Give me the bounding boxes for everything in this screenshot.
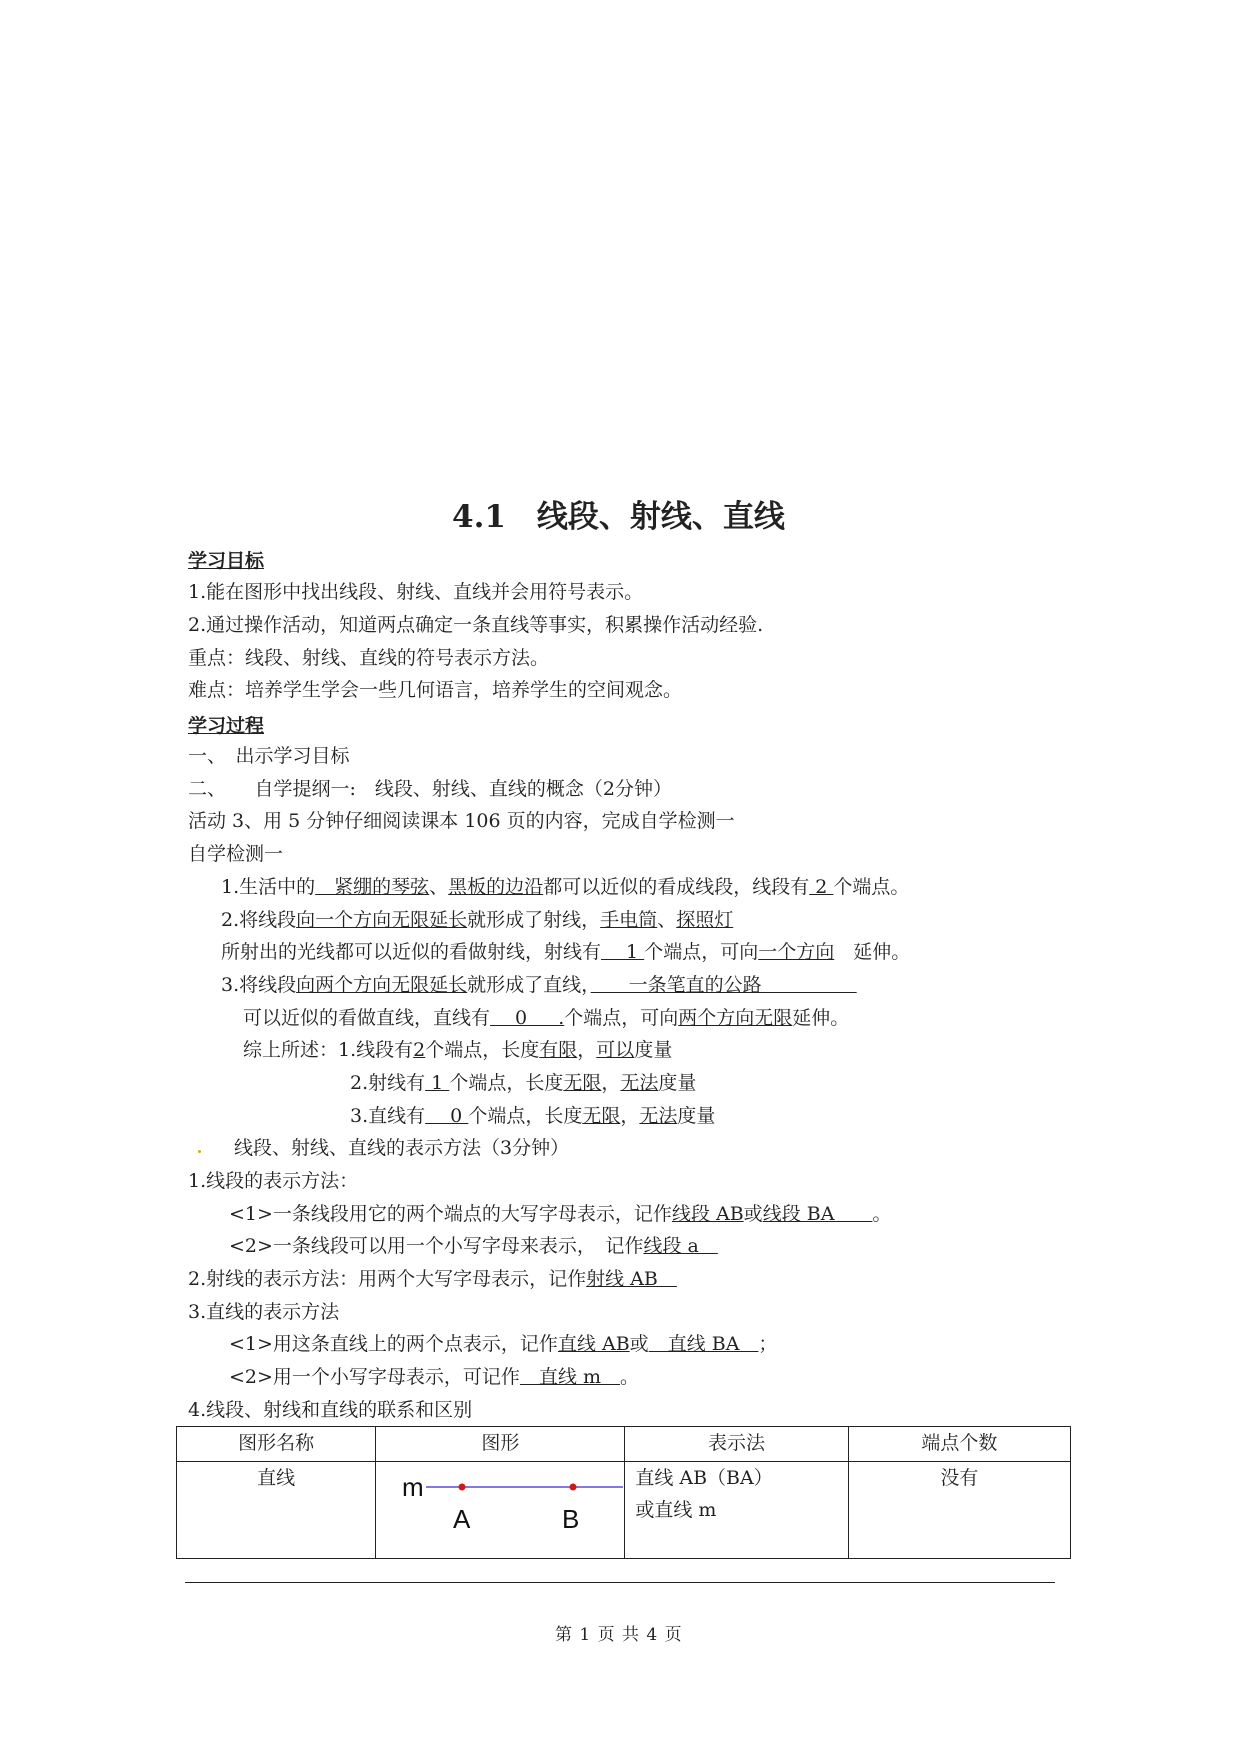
- seg-1-answer-1: 线段 AB: [671, 1203, 744, 1225]
- label-b: B: [562, 1504, 580, 1534]
- table-header-row: [177, 1427, 1071, 1462]
- q2-l2-text-a: 所射出的光线都可以近似的看做射线，射线有: [221, 941, 602, 963]
- line-notation-1: [229, 1332, 777, 1356]
- process-step-1: 一、 出示学习目标: [188, 745, 350, 767]
- comparison-table: [176, 1426, 1071, 1559]
- q3-l2-text-c: 个端点，可向: [564, 1007, 679, 1029]
- page-title: 4.1 线段、射线、直线: [452, 499, 785, 535]
- q1-text-a: 1.生活中的: [221, 876, 316, 898]
- q2-l2-answer-1: 1: [601, 941, 645, 963]
- q3-text-a: 3.将线段: [221, 974, 297, 996]
- point-b: [570, 1484, 577, 1491]
- summary-1-c: ，: [577, 1039, 597, 1061]
- q2-text-c: 就形成了射线，: [467, 909, 601, 931]
- process-heading: 学习过程: [188, 715, 265, 737]
- summary-3-length: 无限: [582, 1105, 621, 1127]
- q2-text-d: 、: [657, 909, 677, 931]
- seg-1-answer-2: 线段 BA: [762, 1203, 873, 1225]
- question-3: [221, 973, 857, 997]
- row-shape-name: 直线: [177, 1462, 376, 1559]
- summary-1-d: 度量: [634, 1039, 673, 1061]
- seg-1-text-a: <1>一条线段用它的两个端点的大写字母表示，记作: [229, 1203, 672, 1225]
- q3-answer-2: 一条笔直的公路: [590, 974, 857, 996]
- question-3-line-2: [243, 1006, 849, 1030]
- relation-heading: 4.线段、射线和直线的联系和区别: [188, 1399, 473, 1421]
- q2-l2-text-e: 延伸。: [834, 941, 911, 963]
- line-1-text-c: 或: [629, 1333, 649, 1355]
- segment-notation-2: [229, 1234, 718, 1258]
- summary-2-a: 2.射线有: [350, 1072, 426, 1094]
- summary-2-length: 无限: [563, 1072, 602, 1094]
- summary-3-a: 3.直线有: [350, 1105, 426, 1127]
- difficult-point: 难点：培养学生学会一些几何语言，培养学生的空间观念。: [188, 679, 683, 701]
- row-endpoint-count: 没有: [848, 1462, 1070, 1559]
- question-2-line-2: [221, 940, 910, 964]
- q2-answer-2: 手电筒: [600, 909, 658, 931]
- q3-l2-answer-2: 两个方向无限: [678, 1007, 793, 1029]
- summary-lead: 综上所述：: [243, 1039, 339, 1061]
- seg-1-text-c: 或: [743, 1203, 763, 1225]
- notation-line-1: 直线 AB（BA）: [635, 1467, 773, 1489]
- line-1-text-e: ；: [758, 1333, 778, 1355]
- summary-row-3: [350, 1104, 715, 1128]
- summary-row-2: [350, 1071, 696, 1095]
- summary-3-d: 度量: [677, 1105, 716, 1127]
- line-2-answer: 直线 m: [519, 1366, 620, 1388]
- q3-l2-text-a: 可以近似的看做直线，直线有: [243, 1007, 491, 1029]
- summary-3-measure: 无法: [639, 1105, 678, 1127]
- segment-notation-title: 1.线段的表示方法：: [188, 1170, 359, 1192]
- q2-l2-answer-2: 一个方向: [758, 941, 835, 963]
- seg-2-text-a: <2>一条线段可以用一个小写字母来表示， 记作: [229, 1235, 644, 1257]
- q2-text-a: 2.将线段: [221, 909, 297, 931]
- question-1: [221, 875, 909, 899]
- summary-2-c: ，: [601, 1072, 621, 1094]
- summary-2-d: 度量: [658, 1072, 697, 1094]
- summary-3-count: 0: [425, 1105, 469, 1127]
- question-2: [221, 908, 733, 932]
- q1-answer-1: 紧绷的琴弦: [315, 876, 430, 898]
- line-2-text-c: 。: [620, 1366, 640, 1388]
- line-notation-title: 3.直线的表示方法: [188, 1301, 340, 1323]
- label-m: m: [402, 1472, 424, 1502]
- q1-answer-3: 2: [809, 876, 834, 898]
- objectives-heading: 学习目标: [188, 550, 265, 572]
- row-notation: [625, 1462, 848, 1559]
- q3-text-c: 就形成了直线，: [467, 974, 591, 996]
- line-2-text-a: <2>用一个小写字母表示，可记作: [229, 1366, 520, 1388]
- q3-answer-1: 向两个方向无限延长: [296, 974, 468, 996]
- page-number: 第 1 页 共 4 页: [555, 1625, 683, 1645]
- q3-l2-text-e: 延伸。: [792, 1007, 850, 1029]
- segment-notation-1: [229, 1202, 891, 1226]
- objective-2: 2.通过操作活动，知道两点确定一条直线等事实，积累操作活动经验.: [188, 614, 764, 636]
- summary-3-b: 个端点，长度: [468, 1105, 583, 1127]
- section-3-heading: 线段、射线、直线的表示方法（3分钟）: [234, 1137, 570, 1159]
- header-figure: 图形: [376, 1427, 625, 1462]
- header-shape-name: 图形名称: [177, 1427, 376, 1462]
- line-figure: [376, 1462, 624, 1554]
- seg-2-answer: 线段 a: [643, 1235, 718, 1257]
- header-endpoint-count: 端点个数: [848, 1427, 1070, 1462]
- summary-1-measure: 可以: [596, 1039, 635, 1061]
- notation-line-2: 或直线 m: [635, 1499, 717, 1521]
- line-1-text-a: <1>用这条直线上的两个点表示，记作: [229, 1333, 558, 1355]
- line-1-answer-2: 直线 BA: [648, 1333, 759, 1355]
- q1-text-e: 个端点。: [833, 876, 910, 898]
- line-1-answer-1: 直线 AB: [557, 1333, 630, 1355]
- point-a: [459, 1484, 466, 1491]
- summary-1-b: 个端点，长度: [425, 1039, 540, 1061]
- q3-l2-answer-1: 0 .: [490, 1007, 565, 1029]
- q2-answer-3: 探照灯: [676, 909, 734, 931]
- summary-3-c: ，: [620, 1105, 640, 1127]
- selfcheck-heading: 自学检测一: [188, 843, 284, 865]
- row-figure: [376, 1462, 625, 1559]
- q1-text-d: 都可以近似的看成线段，线段有: [543, 876, 810, 898]
- ray-text: 2.射线的表示方法：用两个大写字母表示，记作: [188, 1268, 587, 1290]
- table-row: [177, 1462, 1071, 1559]
- line-notation-2: [229, 1365, 639, 1389]
- activity-line: 活动 3、用 5 分钟仔细阅读课本 106 页的内容，完成自学检测一: [188, 810, 735, 832]
- summary-1-count: 2: [413, 1039, 426, 1061]
- q2-l2-text-c: 个端点，可向: [644, 941, 759, 963]
- label-a: A: [453, 1504, 471, 1534]
- summary-2-measure: 无法: [620, 1072, 659, 1094]
- q2-answer-1: 向一个方向无限延长: [296, 909, 468, 931]
- header-notation: 表示法: [625, 1427, 848, 1462]
- summary-2-count: 1: [425, 1072, 450, 1094]
- ray-notation: [188, 1267, 677, 1291]
- q1-answer-2: 黑板的边沿: [448, 876, 544, 898]
- summary-2-b: 个端点，长度: [449, 1072, 564, 1094]
- footer-divider: [185, 1582, 1055, 1583]
- summary-row-1: [243, 1038, 672, 1062]
- summary-1-a: 1.线段有: [338, 1039, 414, 1061]
- q1-text-c: 、: [429, 876, 449, 898]
- objective-1: 1.能在图形中找出线段、射线、直线并会用符号表示。: [188, 581, 644, 603]
- process-step-2: 二、 自学提纲一: 线段、射线、直线的概念（2分钟）: [188, 778, 672, 800]
- key-point: 重点：线段、射线、直线的符号表示方法。: [188, 647, 550, 669]
- stray-mark: [198, 1150, 201, 1153]
- ray-answer: 射线 AB: [586, 1268, 677, 1290]
- seg-1-text-e: 。: [872, 1203, 892, 1225]
- summary-1-length: 有限: [539, 1039, 578, 1061]
